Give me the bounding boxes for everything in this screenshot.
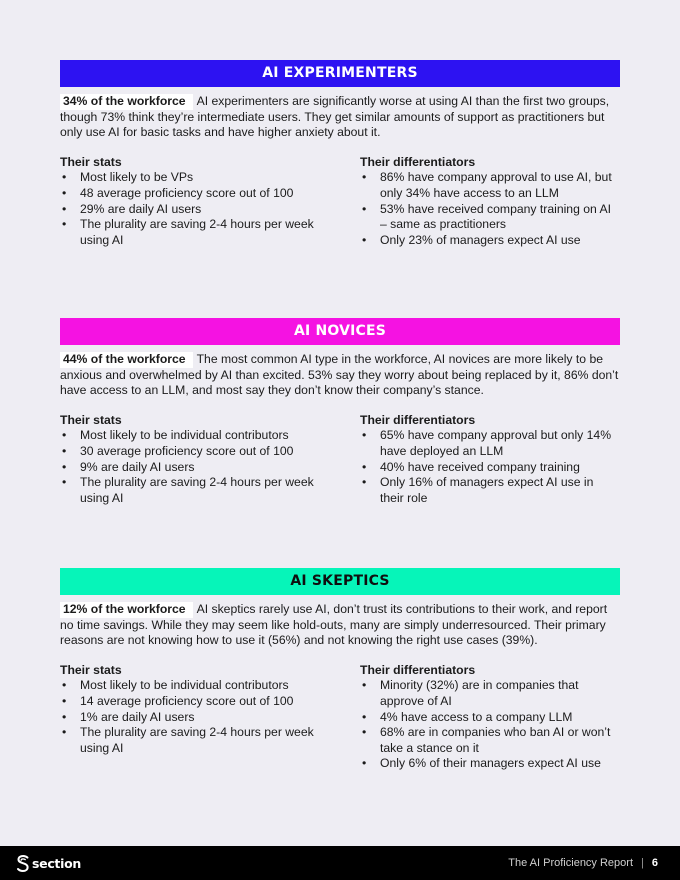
section-s-logo-icon	[16, 855, 30, 872]
segment-description: The most common AI type in the workforce, AI novices are more likely to be anxious and overwhelmed by AI than excited. 53% say they worry about being replaced by it, 86% don’t have access to an LLM, and most say they don’t know their company’s stance.	[60, 352, 619, 398]
stats-heading: Their stats	[60, 662, 122, 677]
stats-list	[60, 428, 322, 506]
segment-intro	[60, 602, 620, 649]
stat-item: • The plurality are saving 2-4 hours per week using AI	[60, 725, 322, 756]
differentiator-item: • 4% have access to a company LLM	[360, 710, 618, 726]
differentiators-heading: Their differentiators	[360, 662, 476, 677]
stat-item: • 9% are daily AI users	[60, 460, 322, 476]
workforce-share: 34% of the workforce	[60, 94, 193, 110]
differentiators-heading: Their differentiators	[360, 412, 476, 427]
segment-intro	[60, 94, 620, 141]
stats-heading: Their stats	[60, 412, 122, 427]
segment-columns	[60, 662, 620, 771]
differentiator-item: • Only 23% of managers expect AI use	[360, 233, 618, 249]
page-number: 6	[651, 857, 658, 869]
workforce-share: 12% of the workforce	[60, 602, 193, 618]
differentiators-list	[360, 428, 618, 506]
differentiator-item: • 68% are in companies who ban AI or won’t take a stance on it	[360, 725, 618, 756]
report-title: The AI Proficiency Report	[508, 857, 634, 869]
stat-item: • Most likely to be VPs	[60, 170, 322, 186]
segment-columns	[60, 155, 620, 255]
differentiators-heading: Their differentiators	[360, 154, 476, 169]
differentiator-item: • 53% have received company training on AI – same as practitioners	[360, 202, 618, 233]
differentiator-item: • 40% have received company training	[360, 460, 618, 476]
differentiators-list	[360, 678, 618, 772]
stats-heading: Their stats	[60, 154, 122, 169]
footer-separator: |	[641, 857, 644, 869]
stat-item: • Most likely to be individual contributors	[60, 678, 322, 694]
stats-column	[60, 155, 322, 249]
segment-title: AI EXPERIMENTERS	[60, 60, 620, 87]
footer-meta	[508, 846, 658, 880]
stats-list	[60, 170, 322, 248]
segment-ai-novices	[60, 318, 620, 513]
differentiators-column	[360, 663, 618, 772]
stats-list	[60, 678, 322, 756]
differentiators-list	[360, 170, 618, 248]
logo-text: section	[32, 855, 81, 871]
stats-column	[60, 663, 322, 757]
stats-column	[60, 413, 322, 507]
segment-title: AI NOVICES	[60, 318, 620, 345]
differentiator-item: • Minority (32%) are in companies that approve of AI	[360, 678, 618, 709]
differentiator-item: • 65% have company approval but only 14% have deployed an LLM	[360, 428, 618, 459]
segment-ai-skeptics	[60, 568, 620, 771]
page-footer	[0, 846, 680, 880]
stat-item: • The plurality are saving 2-4 hours per week using AI	[60, 475, 322, 506]
segment-ai-experimenters	[60, 60, 620, 255]
stat-item: • 48 average proficiency score out of 100	[60, 186, 322, 202]
differentiators-column	[360, 413, 618, 507]
segment-intro	[60, 352, 620, 399]
differentiator-item: • Only 6% of their managers expect AI use	[360, 756, 618, 772]
stat-item: • 1% are daily AI users	[60, 710, 322, 726]
stat-item: • 14 average proficiency score out of 100	[60, 694, 322, 710]
stat-item: • 30 average proficiency score out of 100	[60, 444, 322, 460]
workforce-share: 44% of the workforce	[60, 352, 193, 368]
brand-logo[interactable]	[16, 854, 81, 872]
differentiator-item: • Only 16% of managers expect AI use in their role	[360, 475, 618, 506]
segment-title: AI SKEPTICS	[60, 568, 620, 595]
stat-item: • The plurality are saving 2-4 hours per week using AI	[60, 217, 322, 248]
segment-description: AI experimenters are significantly worse at using AI than the first two groups, though 73% think they’re intermediate users. They get similar amounts of support as practitioners but only use AI for basic tasks and have higher anxiety about it.	[60, 94, 610, 140]
segment-description: AI skeptics rarely use AI, don’t trust its contributions to their work, and report no time savings. While they may seem like hold-outs, many are simply underresourced. Their primary reasons are not knowing how to use it (56%) and not knowing the right use cases (39%).	[60, 602, 608, 648]
differentiators-column	[360, 155, 618, 249]
differentiator-item: • 86% have company approval to use AI, but only 34% have access to an LLM	[360, 170, 618, 201]
segment-columns	[60, 413, 620, 513]
stat-item: • Most likely to be individual contributors	[60, 428, 322, 444]
stat-item: • 29% are daily AI users	[60, 202, 322, 218]
